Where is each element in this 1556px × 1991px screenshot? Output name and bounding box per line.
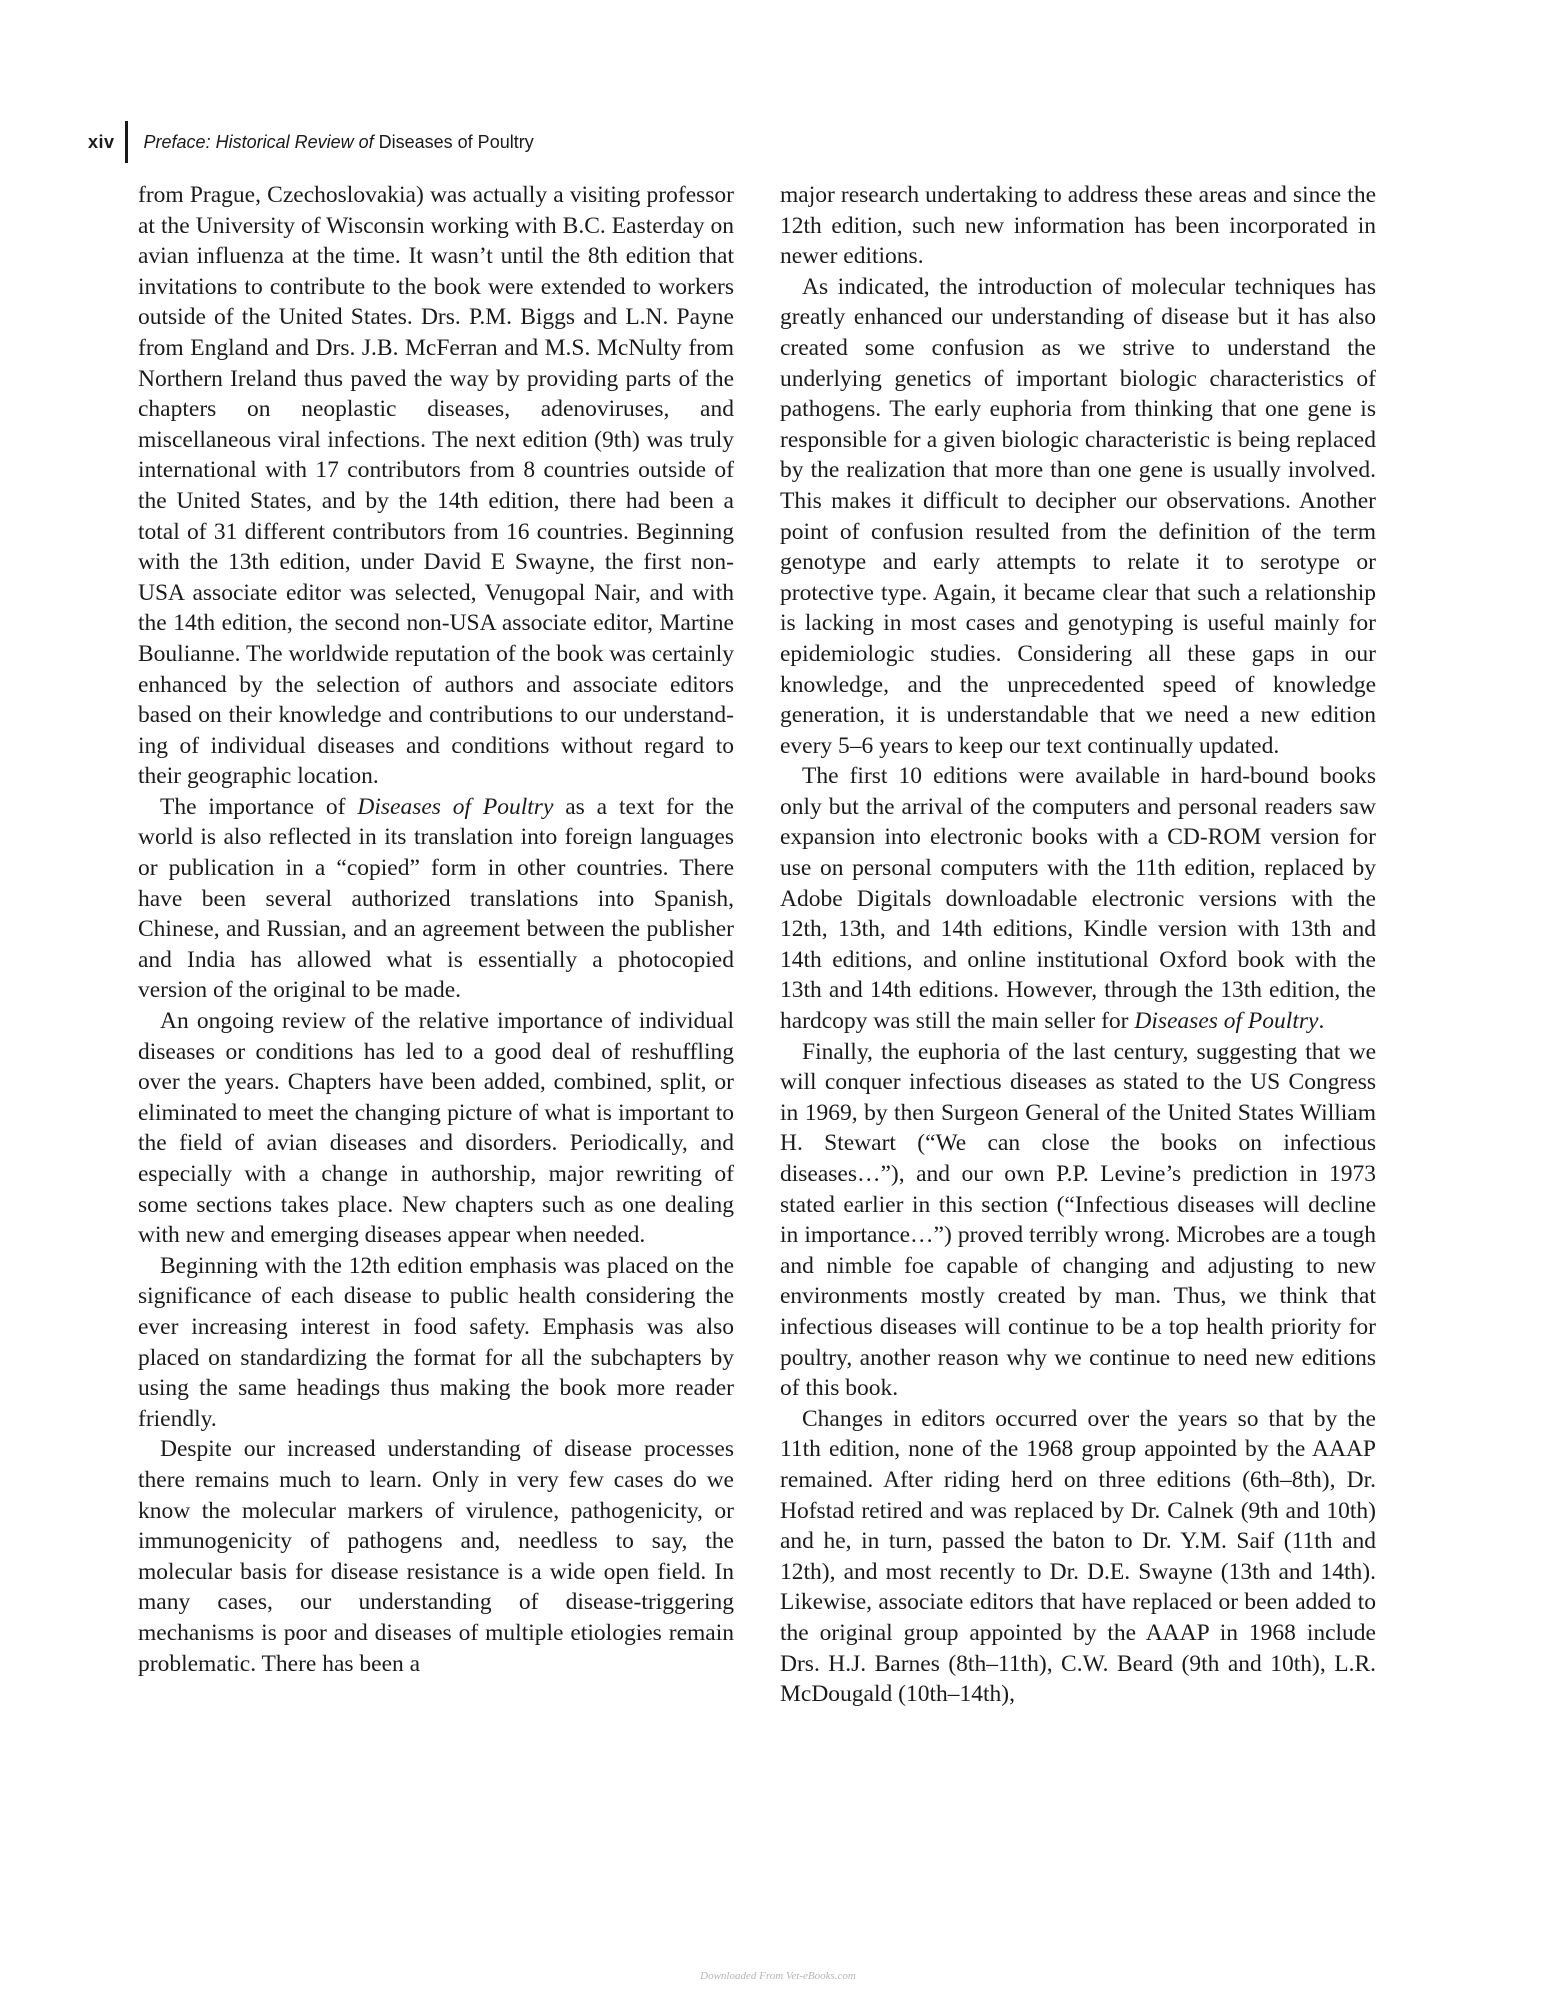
paragraph: Finally, the euphoria of the last century, suggesting that we will conquer infectious diseases as stated to the US Congress in 1969, by then Surgeon General of the United States William H. Stewart (“We can close the books on infectious diseases…”), and our own P.P. Levine’s prediction in 1973 stated earlier in this section (“Infectious diseases will decline in importance…”) proved terribly wrong. Microbes are a tough and nimble foe capable of changing and adjusting to new environments mostly created by man. Thus, we think that infectious diseases will continue to be a top health priority for poultry, another reason why we continue to need new editions of this book.: [780, 1038, 1376, 1402]
paragraph: As indicated, the introduction of molecular techniques has greatly enhanced our understanding of disease but it has also created some confusion as we strive to understand the underlying genetics of important biologic characteristics of pathogens. The early euphoria from thinking that one gene is responsible for a given biologic characteristic is being replaced by the realization that more than one gene is usually involved. This makes it difficult to decipher our observations. Another point of confusion resulted from the definition of the term genotype and early attempts to relate it to serotype or protective type. Again, it became clear that such a relationship is lacking in most cases and genotyping is useful mainly for epidemiologic studies. Considering all these gaps in our knowledge, and the unprecedented speed of knowledge generation, it is understandable that we need a new edition every 5–6 years to keep our text continually updated.: [780, 273, 1376, 759]
paragraph: Despite our increased understanding of disease processes there remains much to learn. Only in very few cases do we know the molecular markers of virulence, pathogenicity, or immunogenicity of pathogens and, needless to say, the molecular basis for disease resistance is a wide open field. In many cases, our understanding of disease‐triggering mechanisms is poor and diseases of multiple etiologies remain problematic. There has been a: [138, 1436, 734, 1677]
paragraph-text: as a text for the world is also reflected in its translation into foreign languages or publication in a “copied” form in other countries. There have been several authorized translations into Spanish, Chinese, and Russian, and an agreement between the publisher and India has allowed what is essentially a photocopied version of the original to be made.: [138, 793, 734, 1004]
paragraph: from Prague, Czechoslovakia) was actually a visiting professor at the University of Wisconsin working with B.C. Easterday on avian influenza at the time. It wasn’t until the 8th edition that invitations to contribute to the book were extended to workers outside of the United States. Drs. P.M. Biggs and L.N. Payne from England and Drs. J.B. McFerran and M.S. McNulty from Northern Ireland thus paved the way by providing parts of the chapters on neoplastic diseases, adenoviruses, and miscellaneous viral infections. The next edition (9th) was truly international with 17 contributors from 8 countries outside of the United States, and by the 14th edition, there had been a total of 31 different contributors from 16 countries. Beginning with the 13th edition, under David E Swayne, the first non‐USA associate editor was selected, Venugopal Nair, and with the 14th edition, the second non‐USA associate editor, Martine Boulianne. The worldwide reputation of the book was certainly enhanced by the selection of authors and associate editors based on their knowledge and contributions to our understanding of individual diseases and conditions without regard to their geographic location.: [138, 182, 734, 790]
paragraph-text: The first 10 editions were available in hard‐bound books only but the arrival of the computers and personal readers saw expansion into electronic books with a CD‐ROM version for use on personal computers with the 11th edition, replaced by Adobe Digitals downloadable electronic versions with the 12th, 13th, and 14th editions, Kindle version with 13th and 14th editions, and online institutional Oxford book with the 13th and 14th editions. However, through the 13th edition, the hardcopy was still the main seller for: [780, 763, 1376, 1035]
running-head-title: [144, 132, 534, 153]
paragraph: Beginning with the 12th edition emphasis was placed on the significance of each disease to public health considering the ever increasing interest in food safety. Emphasis was also placed on standardizing the format for all the subchapters by using the same headings thus making the book more reader friendly.: [138, 1252, 734, 1432]
book-title-italic: Diseases of Poultry: [1134, 1008, 1319, 1035]
paragraph-text: The importance of: [160, 793, 358, 820]
header-rule: [125, 121, 128, 163]
book-title-italic: Diseases of Poultry: [357, 793, 554, 820]
paragraph: [138, 792, 734, 1006]
right-column: [780, 180, 1376, 1710]
paragraph: major research undertaking to address these areas and since the 12th edition, such new information has been incorporated in newer editions.: [780, 182, 1376, 270]
page-number: xiv: [88, 131, 115, 152]
running-head-book-title: Diseases of Poultry: [378, 131, 534, 152]
download-watermark: Downloaded From Vet-eBooks.com: [700, 1970, 856, 1982]
paragraph: [780, 761, 1376, 1036]
paragraph-text: .: [1318, 1008, 1325, 1035]
paragraph: An ongoing review of the relative importance of individual diseases or conditions has led to a good deal of reshuffling over the years. Chapters have been added, combined, split, or eliminated to meet the changing picture of what is important to the field of avian diseases and disorders. Periodically, and especially with a change in authorship, major rewriting of some sections takes place. New chapters such as one dealing with new and emerging diseases appear when needed.: [138, 1008, 734, 1249]
running-head: [88, 120, 534, 164]
paragraph: Changes in editors occurred over the years so that by the 11th edition, none of the 1968 group appointed by the AAAP remained. After riding herd on three editions (6th–8th), Dr. Hofstad retired and was replaced by Dr. Calnek (9th and 10th) and he, in turn, passed the baton to Dr. Y.M. Saif (11th and 12th), and most recently to Dr. D.E. Swayne (13th and 14th). Likewise, associate editors that have replaced or been added to the original group appointed by the AAAP in 1968 include Drs. H.J. Barnes (8th–11th), C.W. Beard (9th and 10th), L.R. McDougald (10th–14th),: [780, 1405, 1376, 1708]
running-head-prefix: Preface: Historical Review of: [143, 131, 374, 152]
left-column: [138, 180, 734, 1679]
